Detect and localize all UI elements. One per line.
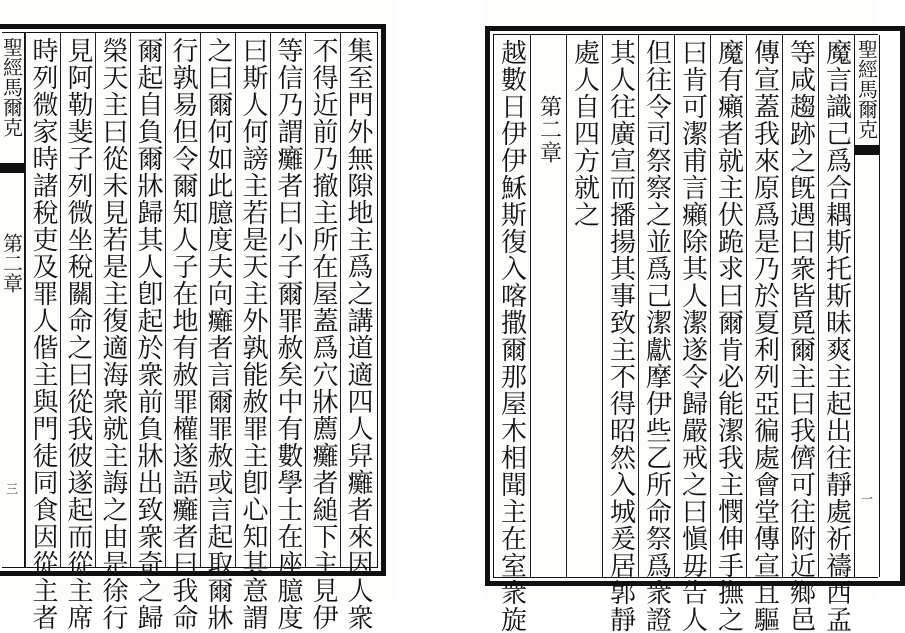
left-column-10-text: 時列微家時諸稅吏及罪人偕主與門徒同食因從主者 [28, 37, 58, 631]
right-column-6-text: 但往令司祭察之並爲己潔獻摩伊些乙所命祭爲衆證 [641, 39, 672, 633]
left-column-8 [95, 33, 130, 631]
right-column-5-text: 曰肯可潔甫言癩除其人潔遂令歸嚴戒之曰愼毋告人 [677, 39, 708, 633]
left-column-4-text: 曰斯人何謗主若是天主外孰能赦罪主卽心知其意謂 [238, 37, 268, 631]
left-column-10 [25, 33, 60, 631]
right-chapter-heading: 第二章 [536, 95, 562, 164]
right-column-7 [602, 35, 638, 633]
right-banner-title: 聖經馬爾克 [854, 39, 879, 139]
left-column-8-text: 榮天主曰從未見若是主復適海衆就主誨之由是徐行 [98, 37, 128, 631]
right-column-8 [566, 35, 602, 577]
left-column-6-text: 行孰易但令爾知人子在地有赦罪權遂語癱者曰我命 [168, 37, 198, 631]
right-column-2-text: 等咸趨跡之旣遇曰衆皆覓爾主曰我儕可往附近鄉邑 [785, 39, 816, 633]
right-column-5 [674, 35, 710, 633]
right-page-number: 一 [860, 492, 874, 506]
left-column-5-text: 之曰爾何如此臆度夫向癱者言爾罪赦或言起取爾牀 [203, 37, 233, 631]
left-column-4 [235, 33, 270, 631]
left-column-2 [305, 33, 340, 631]
left-page [0, 0, 395, 631]
right-column-4-text: 魔有癩者就主伏跪求曰爾肯必能潔我主憫伸手撫之 [713, 39, 744, 633]
left-column-1-text: 集至門外無隙地主爲之講道適四人舁癱者來因人衆 [343, 37, 373, 631]
right-column-10-text: 越數日伊伊穌斯復入喀撒爾那屋木相聞主在室衆旋 [496, 39, 527, 633]
right-banner [854, 35, 880, 577]
left-column-7 [130, 33, 165, 631]
right-column-2 [782, 35, 818, 633]
right-columns [494, 35, 879, 633]
left-column-3-text: 等信乃謂癱者曰小子爾罪赦矣中有數學士在座臆度 [273, 37, 303, 631]
right-page [485, 0, 879, 633]
right-column-3 [746, 35, 782, 633]
fish-tail-mark [0, 163, 24, 173]
right-column-4 [710, 35, 746, 633]
right-column-9 [530, 35, 566, 577]
right-column-8-text: 處人自四方就之 [569, 39, 600, 228]
left-column-1 [340, 33, 375, 631]
right-column-7-text: 其人往廣宣而播揚其事致主不得昭然入城爰居郭靜 [605, 39, 636, 633]
left-columns [25, 33, 377, 631]
left-banner-chapter: 第二章 [0, 233, 24, 293]
left-column-5 [200, 33, 235, 631]
fish-tail-mark-right [855, 145, 879, 155]
left-column-3 [270, 33, 305, 631]
left-column-9-text: 見阿勒斐子列微坐稅關命之曰從我彼遂起而從主席 [63, 37, 93, 631]
gutter [395, 0, 485, 600]
left-column-6 [165, 33, 200, 631]
left-column-7-text: 爾起自負爾牀歸其人卽起於衆前負牀出致衆奇之歸 [133, 37, 163, 631]
left-banner-title: 聖經馬爾克 [0, 37, 24, 137]
right-column-1-text: 魔言識己爲合耦斯托斯昧爽主起出往靜處祈禱西孟 [821, 39, 852, 633]
left-column-2-text: 不得近前乃撤主所在屋蓋爲穴牀薦癱者縋下主見伊 [308, 37, 338, 631]
right-page-text-block [493, 34, 879, 633]
right-column-10 [494, 35, 529, 633]
left-page-text-block [0, 32, 378, 631]
right-column-6 [638, 35, 674, 633]
right-column-1 [818, 35, 854, 633]
right-column-3-text: 傳宣蓋我來原爲是乃於夏利列亞徧處會堂傳宣且驅 [749, 39, 780, 633]
left-page-number: 三 [5, 482, 19, 496]
left-banner [0, 33, 25, 567]
left-column-9 [60, 33, 95, 631]
